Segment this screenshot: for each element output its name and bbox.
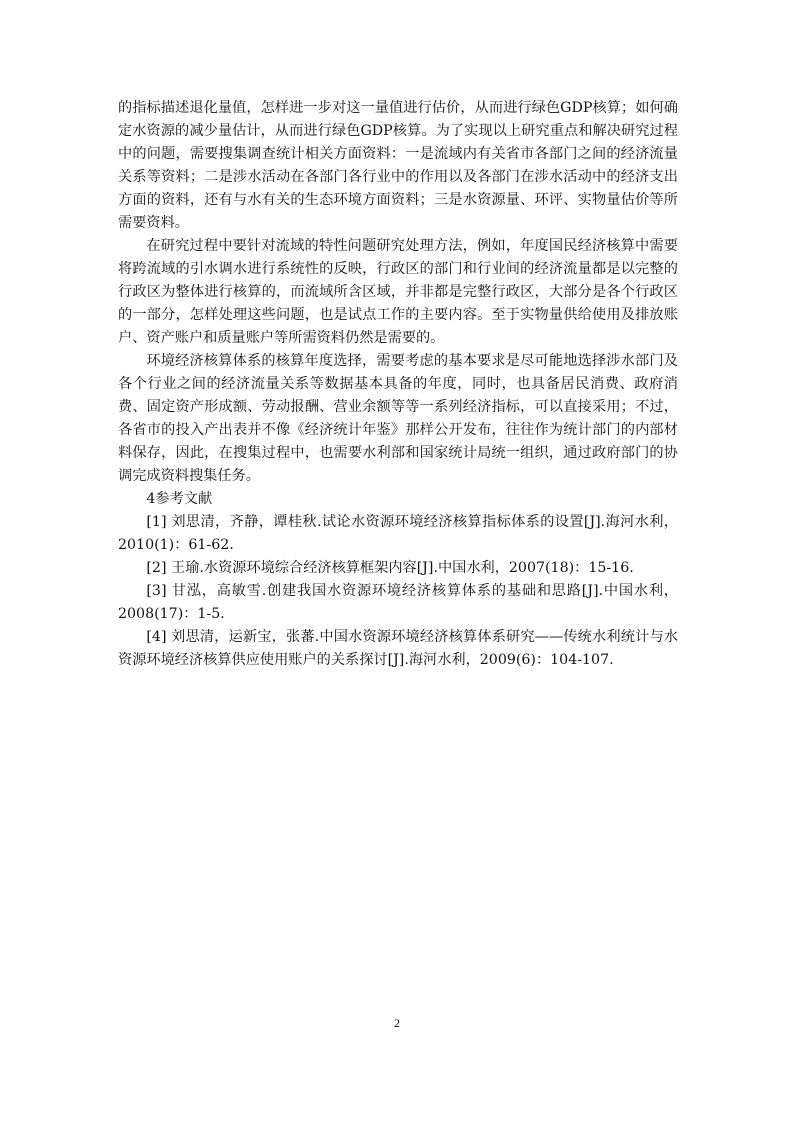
reference-item: [1] 刘思清，齐静，谭桂秋.试论水资源环境经济核算指标体系的设置[J].海河水利，2010(1)：61-62. — [118, 514, 678, 553]
reference-item: [4] 刘思清，运新宝，张蕃.中国水资源环境经济核算体系研究——传统水利统计与水资源环境经济核算供应使用账户的关系探讨[J].海河水利，2009(6)：104-107. — [118, 629, 678, 668]
reference-item: [3] 甘泓，高敏雪.创建我国水资源环境经济核算体系的基础和思路[J].中国水利，2008(17)：1-5. — [118, 583, 678, 622]
paragraph-accounting-year: 环境经济核算体系的核算年度选择，需要考虑的基本要求是尽可能地选择涉水部门及各个行业之间的经济流量关系等数据基本具备的年度，同时，也具备居民消费、政府消费、固定资产形成额、劳动报酬、营业余额等等一系列经济指标，可以直接采用；不过，各省市的投入产出表并不像《经济统计年鉴》那样公开发布，往往作为统计部门的内部材料保存，因此，在搜集过程中，也需要水利部和国家统计局统一组织，通过政府部门的协调完成资料搜集任务。 — [118, 353, 678, 484]
document-body — [118, 97, 678, 672]
references-heading: 4参考文献 — [146, 491, 213, 507]
paragraph-continuation: 的指标描述退化量值，怎样进一步对这一量值进行估价，从而进行绿色GDP核算；如何确定水资源的减少量估计，从而进行绿色GDP核算。为了实现以上研究重点和解决研究过程中的问题，需要搜集调查统计相关方面资料：一是流域内有关省市各部门之间的经济流量关系等资料；二是涉水活动在各部门各行业中的作用以及各部门在涉水活动中的经济支出方面的资料，还有与水有关的生态环境方面资料；三是水资源量、环评、实物量估价等所需要资料。 — [118, 100, 678, 231]
paragraph-basin-methods: 在研究过程中要针对流域的特性问题研究处理方法，例如，年度国民经济核算中需要将跨流域的引水调水进行系统性的反映，行政区的部门和行业间的经济流量都是以完整的行政区为整体进行核算的，而流域所含区域，并非都是完整行政区，大部分是各个行政区的一部分，怎样处理这些问题，也是试点工作的主要内容。至于实物量供给使用及排放账户、资产账户和质量账户等所需资料仍然是需要的。 — [118, 238, 678, 346]
reference-item: [2] 王瑜.水资源环境综合经济核算框架内容[J].中国水利，2007(18)：15-16. — [146, 560, 634, 576]
page-number: 2 — [394, 1016, 400, 1030]
